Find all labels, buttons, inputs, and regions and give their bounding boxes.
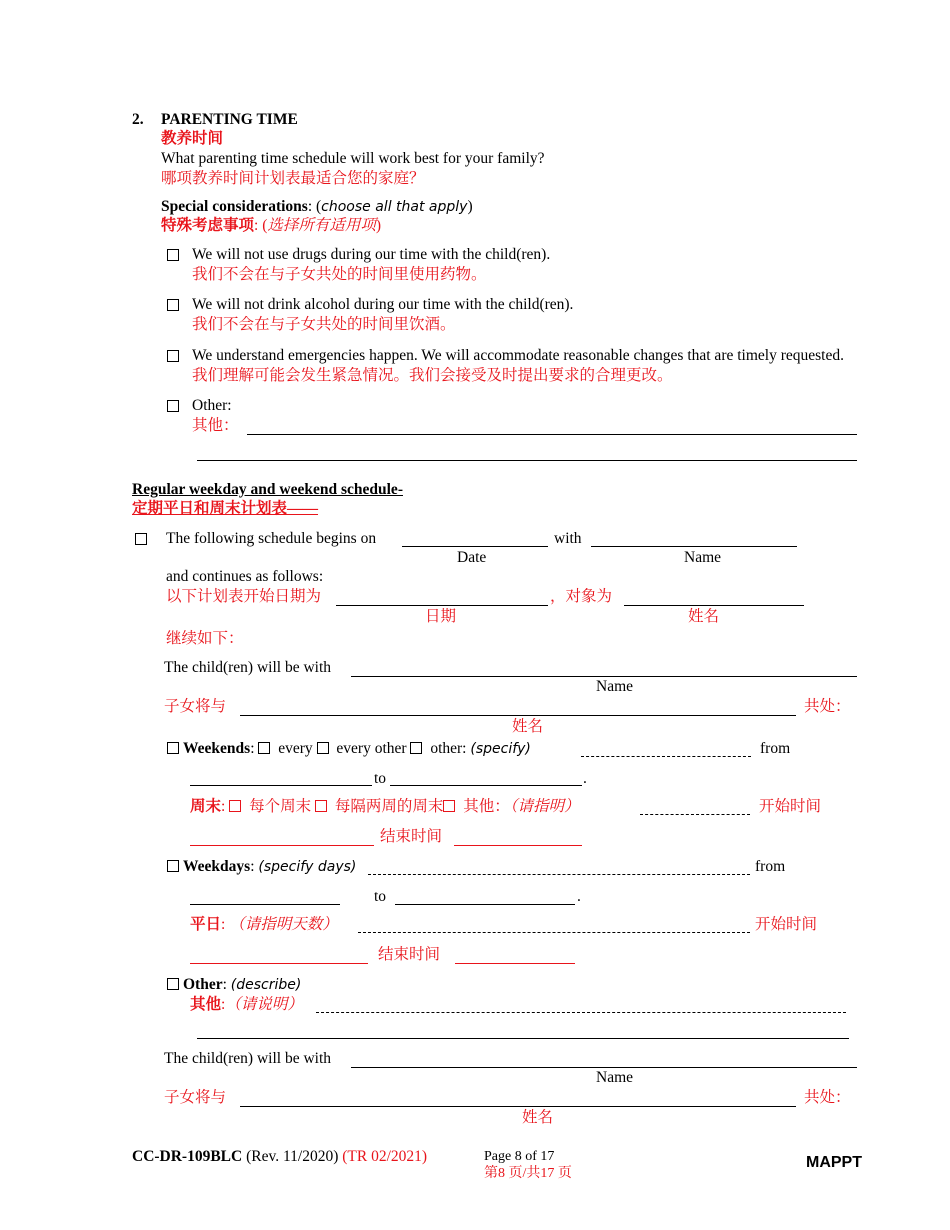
weekends-from-input-zh[interactable] bbox=[190, 845, 374, 846]
other-sched-checkbox[interactable] bbox=[167, 978, 179, 990]
name-caption: Name bbox=[684, 549, 722, 566]
weekends-other-label: other: bbox=[430, 740, 467, 757]
option-drugs-label: We will not use drugs during our time with the child(ren). bbox=[192, 246, 551, 263]
continues-label: and continues as follows: bbox=[166, 568, 324, 585]
footer-page-zh: 第8 页/共17 页 bbox=[484, 1166, 572, 1181]
special-colon-zh: : ( bbox=[254, 217, 268, 234]
option-alcohol-label-zh: 我们不会在与子女共处的时间里饮酒。 bbox=[192, 316, 456, 333]
child-with-name-caption-2: Name bbox=[596, 1069, 634, 1086]
name-caption-zh: 姓名 bbox=[688, 608, 720, 625]
child-with-label-2: The child(ren) will be with bbox=[164, 1050, 332, 1067]
weekends-specify-input[interactable] bbox=[581, 756, 751, 757]
weekdays-specify-label-zh: （请指明天数） bbox=[229, 916, 338, 933]
footer-tr: (TR 02/2021) bbox=[342, 1148, 428, 1165]
weekdays-row-zh bbox=[190, 916, 338, 934]
weekdays-to-input-zh[interactable] bbox=[455, 963, 575, 964]
option-drugs-checkbox[interactable] bbox=[167, 249, 179, 261]
other-sched-describe: (describe) bbox=[230, 977, 302, 993]
begins-label-zh: 以下计划表开始日期为 bbox=[166, 588, 322, 605]
weekends-colon-zh: : bbox=[221, 798, 230, 815]
section-title: PARENTING TIME bbox=[161, 111, 298, 128]
other-sched-row-zh bbox=[190, 996, 303, 1014]
special-heading-zh bbox=[161, 217, 381, 235]
weekdays-specify-input[interactable] bbox=[368, 874, 750, 875]
other-sched-row bbox=[167, 976, 301, 994]
begins-date-input-zh[interactable] bbox=[336, 605, 548, 606]
together-label-zh-2: 共处： bbox=[804, 1089, 851, 1106]
regular-heading: Regular weekday and weekend schedule- bbox=[132, 481, 403, 498]
section-question-zh: 哪项教养时间计划表最适合您的家庭？ bbox=[161, 170, 425, 187]
other-sched-colon-zh: : bbox=[221, 996, 226, 1013]
weekends-period: . bbox=[583, 770, 587, 787]
weekends-every-checkbox[interactable] bbox=[258, 742, 270, 754]
weekdays-period: . bbox=[577, 888, 581, 905]
regular-schedule-checkbox[interactable] bbox=[135, 533, 147, 545]
other-sched-input-line1[interactable] bbox=[316, 1012, 846, 1013]
weekdays-checkbox[interactable] bbox=[167, 860, 179, 872]
weekdays-from-label: from bbox=[755, 858, 786, 875]
footer-form-code: MAPPT bbox=[806, 1154, 862, 1171]
child-with-name-caption-zh: 姓名 bbox=[512, 718, 544, 735]
weekends-every-other-label: every other bbox=[336, 740, 407, 757]
together-label-zh: 共处： bbox=[804, 698, 851, 715]
weekends-specify-label-zh: （请指明） bbox=[509, 798, 580, 815]
special-close-zh: ) bbox=[375, 217, 382, 234]
child-with-name-input[interactable] bbox=[351, 676, 857, 677]
weekends-row bbox=[167, 740, 531, 758]
special-label-zh: 特殊考虑事项 bbox=[161, 217, 255, 234]
other-sched-label-zh: 其他 bbox=[190, 996, 222, 1013]
section-number: 2. bbox=[132, 111, 144, 128]
weekends-end-label-zh: 结束时间 bbox=[380, 828, 443, 845]
option-other-input-line1[interactable] bbox=[247, 434, 857, 435]
special-choose: choose all that apply bbox=[321, 199, 468, 215]
date-caption: Date bbox=[457, 549, 487, 566]
option-other-label: Other: bbox=[192, 397, 232, 414]
option-other-input-line2[interactable] bbox=[197, 460, 857, 461]
weekdays-colon: : bbox=[250, 858, 259, 875]
child-with-label-zh: 子女将与 bbox=[164, 698, 227, 715]
weekends-row-zh bbox=[190, 798, 580, 816]
begins-name-input-zh[interactable] bbox=[624, 605, 804, 606]
weekends-to-input-zh[interactable] bbox=[454, 845, 582, 846]
weekends-every-label: every bbox=[278, 740, 313, 757]
weekends-other-checkbox-zh[interactable] bbox=[443, 800, 455, 812]
weekdays-specify-input-zh[interactable] bbox=[358, 932, 750, 933]
option-emergencies-checkbox[interactable] bbox=[167, 350, 179, 362]
weekends-label-zh: 周末 bbox=[190, 798, 222, 815]
child-with-name-caption: Name bbox=[596, 678, 634, 695]
section-title-zh: 教养时间 bbox=[161, 130, 224, 147]
option-emergencies-label: We understand emergencies happen. We will accommodate reasonable changes that are timely requested. bbox=[192, 347, 844, 364]
weekdays-row bbox=[167, 858, 356, 876]
weekends-specify-input-zh[interactable] bbox=[640, 814, 750, 815]
regular-heading-zh: 定期平日和周末计划表—— bbox=[132, 500, 319, 517]
weekends-every-other-label-zh: 每隔两周的周末 bbox=[334, 798, 444, 815]
weekdays-start-label-zh: 开始时间 bbox=[755, 916, 818, 933]
child-with-label: The child(ren) will be with bbox=[164, 659, 332, 676]
weekends-other-label-zh: 其他： bbox=[463, 798, 510, 815]
weekdays-label: Weekdays bbox=[183, 858, 251, 875]
footer-form-id: CC-DR-109BLC bbox=[132, 1148, 243, 1165]
weekends-every-other-checkbox-zh[interactable] bbox=[315, 800, 327, 812]
footer-page: Page 8 of 17 bbox=[484, 1149, 555, 1164]
weekdays-colon-zh: : bbox=[221, 916, 230, 933]
weekdays-to-label: to bbox=[374, 888, 387, 905]
special-colon: : ( bbox=[307, 198, 322, 215]
child-with-name-input-zh-2[interactable] bbox=[240, 1106, 796, 1107]
weekdays-label-zh: 平日 bbox=[190, 916, 222, 933]
option-emergencies-label-zh: 我们理解可能会发生紧急情况。我们会接受及时提出要求的合理更改。 bbox=[192, 367, 673, 384]
begins-name-input[interactable] bbox=[591, 546, 797, 547]
option-other-checkbox[interactable] bbox=[167, 400, 179, 412]
weekends-label: Weekends bbox=[183, 740, 251, 757]
weekdays-specify-label: (specify days) bbox=[258, 859, 357, 875]
other-sched-describe-zh: （请说明） bbox=[225, 996, 303, 1013]
section-question: What parenting time schedule will work best for your family? bbox=[161, 150, 545, 167]
child-with-name-caption-zh-2: 姓名 bbox=[522, 1109, 554, 1126]
date-caption-zh: 日期 bbox=[425, 608, 457, 625]
child-with-label-zh-2: 子女将与 bbox=[164, 1089, 227, 1106]
weekends-specify-label: (specify) bbox=[470, 741, 531, 757]
weekends-every-label-zh: 每个周末 bbox=[249, 798, 312, 815]
weekdays-end-label-zh: 结束时间 bbox=[378, 946, 441, 963]
special-heading bbox=[161, 198, 473, 216]
other-sched-label: Other bbox=[183, 976, 223, 993]
child-with-name-input-zh[interactable] bbox=[240, 715, 796, 716]
weekends-every-checkbox-zh[interactable] bbox=[229, 800, 241, 812]
option-alcohol-label: We will not drink alcohol during our time with the child(ren). bbox=[192, 296, 574, 313]
begins-date-input[interactable] bbox=[402, 546, 548, 547]
with-label-zh: ，对象为 bbox=[550, 588, 613, 605]
other-sched-colon: : bbox=[222, 976, 231, 993]
weekends-from-input[interactable] bbox=[190, 785, 372, 786]
begins-label: The following schedule begins on bbox=[166, 530, 377, 547]
with-label: with bbox=[554, 530, 582, 547]
special-label: Special considerations bbox=[161, 198, 308, 215]
weekends-from-label: from bbox=[760, 740, 791, 757]
weekends-colon: : bbox=[250, 740, 259, 757]
option-drugs-label-zh: 我们不会在与子女共处的时间里使用药物。 bbox=[192, 266, 487, 283]
special-choose-zh: 选择所有适用项 bbox=[267, 217, 376, 234]
weekdays-from-input[interactable] bbox=[190, 904, 340, 905]
weekends-to-input[interactable] bbox=[390, 785, 582, 786]
weekends-checkbox[interactable] bbox=[167, 742, 179, 754]
weekdays-from-input-zh[interactable] bbox=[190, 963, 368, 964]
weekends-start-label-zh: 开始时间 bbox=[759, 798, 822, 815]
weekdays-to-input[interactable] bbox=[395, 904, 575, 905]
footer-form-id-row bbox=[132, 1148, 427, 1166]
option-alcohol-checkbox[interactable] bbox=[167, 299, 179, 311]
special-close: ) bbox=[467, 198, 473, 215]
weekends-other-checkbox[interactable] bbox=[410, 742, 422, 754]
weekends-every-other-checkbox[interactable] bbox=[317, 742, 329, 754]
other-sched-input-line2[interactable] bbox=[197, 1038, 849, 1039]
weekends-to-label: to bbox=[374, 770, 387, 787]
option-other-label-zh: 其他： bbox=[192, 417, 239, 434]
footer-rev: (Rev. 11/2020) bbox=[246, 1148, 339, 1165]
continues-label-zh: 继续如下： bbox=[166, 630, 244, 647]
child-with-name-input-2[interactable] bbox=[351, 1067, 857, 1068]
